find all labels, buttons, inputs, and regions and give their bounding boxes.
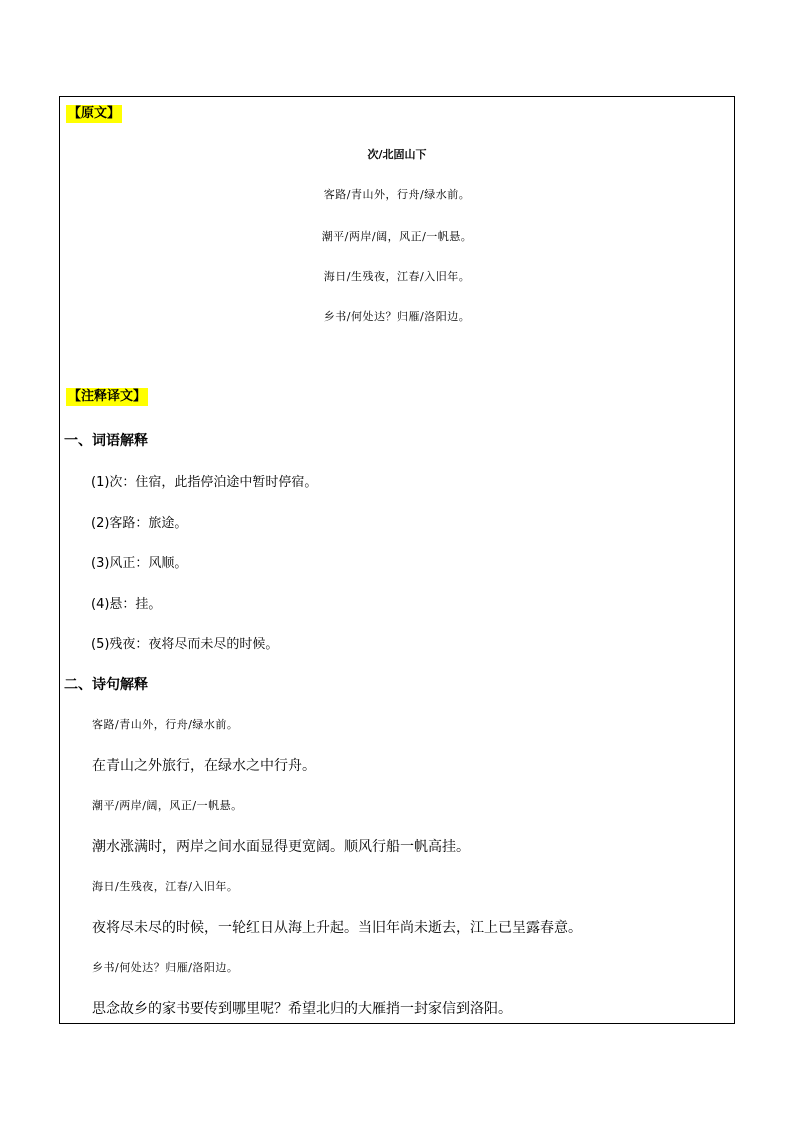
poem-line: 海日/生残夜，江春/入旧年。 [323,270,471,283]
glossary-item: (1)次：住宿，此指停泊途中暂时停宿。 [91,475,318,490]
glossary-item: (2)客路：旅途。 [91,516,188,531]
original-text-tag: 【原文】 [68,106,121,121]
verse-translation: 潮水涨满时，两岸之间水面显得更宽阔。顺风行船一帆高挂。 [92,839,470,855]
glossary-item: (3)风正：风顺。 [91,556,188,571]
verse-translation: 思念故乡的家书要传到哪里呢？希望北归的大雁捎一封家信到洛阳。 [92,1001,512,1017]
verse-line: 客路/青山外，行舟/绿水前。 [92,718,239,731]
verse-line: 乡书/何处达？归雁/洛阳边。 [92,961,239,974]
section-heading-vocabulary: 一、词语解释 [64,433,148,449]
poem-line: 客路/青山外，行舟/绿水前。 [323,188,471,201]
verse-line: 潮平/两岸/阔，风正/一帆悬。 [92,799,243,812]
glossary-item: (4)悬：挂。 [91,597,162,612]
poem-line: 潮平/两岸/阔，风正/一帆悬。 [321,230,473,243]
poem-title: 次/北固山下 [367,148,427,161]
verse-translation: 在青山之外旅行，在绿水之中行舟。 [92,758,316,774]
verse-line: 海日/生残夜，江春/入旧年。 [92,880,239,893]
notes-translation-tag: 【注释译文】 [68,389,147,404]
verse-translation: 夜将尽未尽的时候，一轮红日从海上升起。当旧年尚未逝去，江上已呈露春意。 [92,920,582,936]
glossary-item: (5)残夜：夜将尽而未尽的时候。 [91,637,279,652]
poem-line: 乡书/何处达？归雁/洛阳边。 [323,310,471,323]
section-heading-verse-explanation: 二、诗句解释 [64,677,148,693]
